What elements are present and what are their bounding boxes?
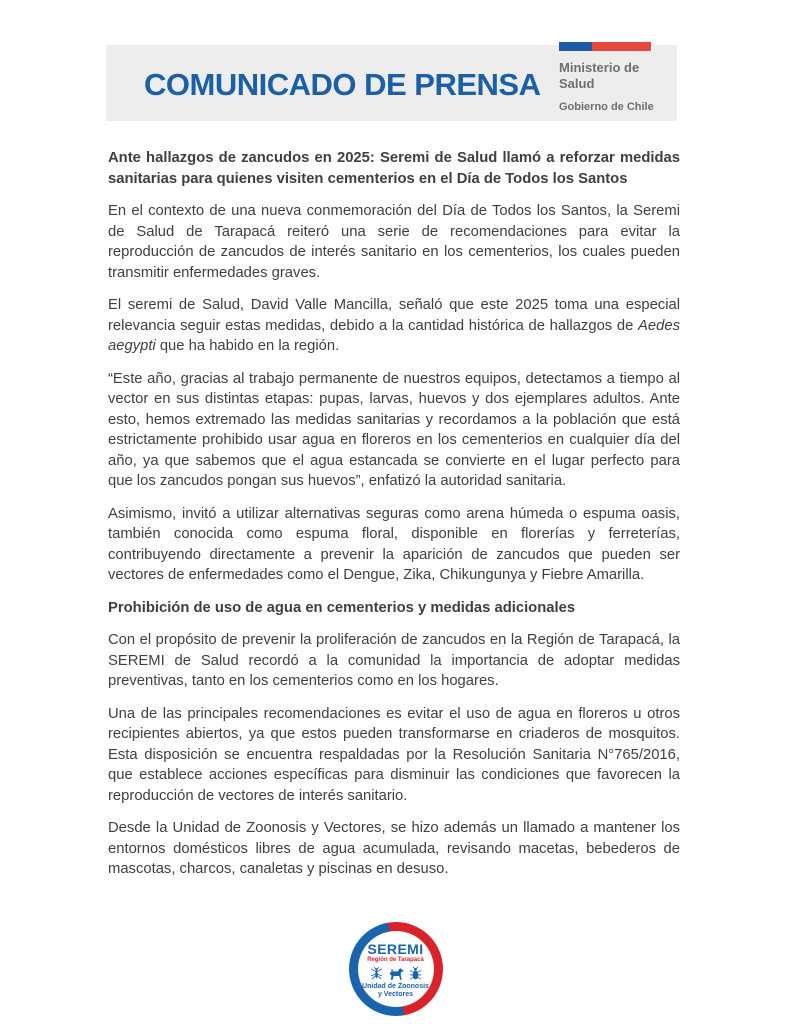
paragraph-recommendations: Una de las principales recomendaciones es evitar el uso de agua en floreros u otros recipientes abiertos, ya que estos pueden transformarse en criaderos de mosquitos. Esta disposición se encuentra respaldadas por la Resolución Sanitaria N°765/2016, que establece acciones específicas para disminuir las condiciones que favorecen la reproducción de vectores de interés sanitario. [108,705,680,804]
seremi-badge-inner [358,931,434,1007]
paragraph-context: En el contexto de una nueva conmemoración del Día de Todos los Santos, la Seremi de Salud de Tarapacá reiteró una serie de recomendaciones para evitar la reproducción de zancudos de interés sanitario en los cementerios, los cuales pueden transmitir enfermedades graves. [108,203,680,281]
zoonosis-unit-line2: y Vectores [377,991,413,998]
mosquito-icon [369,966,384,981]
seremi-badge-region: Región de Tarapacá [367,957,424,963]
paragraph-segment: que ha habido en la región. [155,338,340,354]
zoonosis-unit-line1: Unidad de Zoonosis [362,983,429,990]
seremi-badge-title: SEREMI [367,941,424,957]
article-body [108,148,680,892]
paragraph-seremi-quote-intro [108,295,680,357]
ministry-name [559,60,663,92]
dog-icon [388,966,405,981]
article-headline: Ante hallazgos de zancudos en 2025: Seremi de Salud llamó a reforzar medidas sanitarias para quienes visiten cementerios en el Día de Todos los Santos [108,150,680,187]
government-name: Gobierno de Chile [559,101,654,113]
ministry-name-line1: Ministerio de [559,60,640,75]
paragraph-purpose: Con el propósito de prevenir la proliferación de zancudos en la Región de Tarapacá, la SEREMI de Salud recordó a la comunidad la importancia de adoptar medidas preventivas, tanto en los cementerios como en los hogares. [108,632,680,689]
press-release-title: COMUNICADO DE PRENSA [144,66,541,102]
seremi-badge [349,922,443,1016]
zoonosis-unit-label [362,983,429,999]
paragraph-segment: El seremi de Salud, David Valle Mancilla, señaló que este 2025 toma una especial relevancia seguir estas medidas, debido a la cantidad histórica de hallazgos de [108,297,680,334]
paragraph-quote: “Este año, gracias al trabajo permanente de nuestros equipos, detectamos a tiempo al vector en sus distintas etapas: pupas, larvas, huevos y dos ejemplares adultos. Ante esto, hemos extremado las medidas sanitarias y recordamos a la población que está estrictamente prohibido usar agua en floreros en los cementerios en cualquier día del año, ya que sabemos que el agua estancada se convierte en el lugar perfecto para que los zancudos pongan sus huevos”, enfatizó la autoridad sanitaria. [108,370,680,489]
chile-flag-icon [559,42,651,51]
seremi-badge-icons [369,966,422,981]
bug-icon [409,966,422,981]
header-banner [106,45,677,121]
flag-blue-segment [559,42,592,51]
article-subheading: Prohibición de uso de agua en cementerios y medidas adicionales [108,599,576,616]
species-name: Aedes aegypti [108,317,680,354]
flag-red-segment [592,42,651,51]
footer [0,922,791,1016]
ministry-name-line2: Salud [559,76,595,91]
paragraph-zoonosis-call: Desde la Unidad de Zoonosis y Vectores, se hizo además un llamado a mantener los entornos domésticos libres de agua acumulada, revisando macetas, bebederos de mascotas, charcos, canaletas y piscinas en desuso. [108,820,680,877]
ministry-logo [559,42,663,113]
paragraph-alternatives: Asimismo, invitó a utilizar alternativas seguras como arena húmeda o espuma oasis, también conocida como espuma floral, disponible en florerías y ferreterías, contribuyendo directamente a prevenir la aparición de zancudos que pueden ser vectores de enfermedades como el Dengue, Zika, Chikungunya y Fiebre Amarilla. [108,505,680,583]
